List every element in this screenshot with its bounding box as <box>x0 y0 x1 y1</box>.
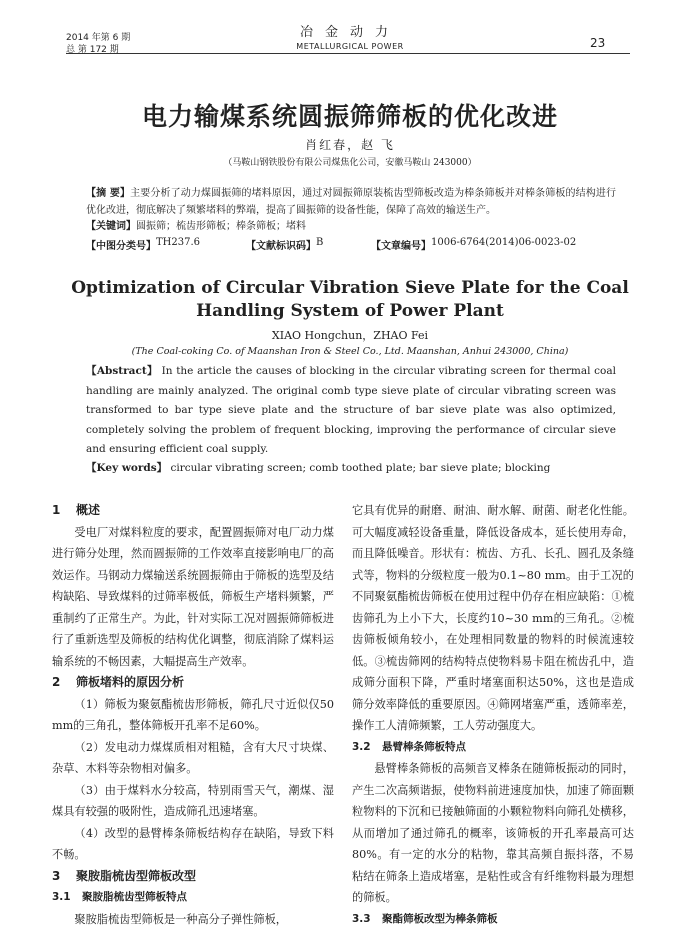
doc-code-label: 【文献标识码】 <box>246 241 316 252</box>
section-3-number: 3 <box>52 868 61 883</box>
issue-line-2: 总 第 172 期 <box>66 45 119 55</box>
section-2-number: 2 <box>52 675 61 689</box>
affiliation-en: (The Coal-coking Co. of Maanshan Iron & Steel Co., Ltd. Maanshan, Anhui 243000, China) <box>131 346 569 357</box>
section-3-1-heading <box>52 887 334 909</box>
journal-masthead <box>280 24 420 51</box>
authors-en: XIAO Hongchun，ZHAO Fei <box>271 329 429 342</box>
header-rule <box>66 53 630 54</box>
section-1-heading <box>52 500 334 522</box>
section-2-title: 筛板堵料的原因分析 <box>76 675 185 689</box>
paragraph: （2）发电动力煤煤质相对粗糙，含有大尺寸块煤、杂草、木料等杂物相对偏多。 <box>52 740 334 775</box>
keywords-cn-label: 【关键词】 <box>86 221 136 232</box>
title-en: Optimization of Circular Vibration Sieve Plate for the Coal Handling System of Power Plant <box>71 278 629 321</box>
journal-name-cn: 冶金动力 <box>299 25 400 40</box>
article-number <box>371 237 577 252</box>
body-column-left <box>52 500 334 930</box>
section-1-number: 1 <box>52 503 61 517</box>
clc-label: 【中图分类号】 <box>86 241 156 252</box>
section-3-2-title: 悬臂棒条筛板特点 <box>382 740 466 753</box>
paragraph: （1）筛板为聚氨酯梳齿形筛板，筛孔尺寸近似仅50 mm的三角孔，整体筛板开孔率不足60%。 <box>52 697 334 732</box>
keywords-en-label: 【Key words】 <box>86 462 168 474</box>
keywords-en <box>86 460 626 475</box>
article-number-value: 1006-6764(2014)06-0023-02 <box>431 237 577 248</box>
page-number: 23 <box>590 36 606 50</box>
abstract-en-body: In the article the causes of blocking in the circular vibrating screen for thermal coal handling are mainly analyzed. The original comb type sieve plate of circular vibrating screen was transformed to bar type sieve plate and the structure of bar sieve plate was also optimized, completely solving the problem of frequent blocking, improving the performance of circular sieve and ensuring efficient coal supply. <box>86 365 616 456</box>
paragraph: 聚胺脂梳齿型筛板是一种高分子弹性筛板， <box>74 912 287 926</box>
clc <box>86 237 201 252</box>
paragraph: （3）由于煤料水分较高，特别雨雪天气，潮煤、湿煤具有较强的吸附性，造成筛孔迅速堵塞。 <box>52 783 334 818</box>
section-3-3-number: 3.3 <box>352 912 371 925</box>
abstract-en-label: 【Abstract】 <box>86 365 158 377</box>
journal-name-en: METALLURGICAL POWER <box>296 42 404 51</box>
doc-code <box>246 237 324 252</box>
section-3-3-title: 聚酯筛板改型为棒条筛板 <box>382 912 498 925</box>
section-3-title: 聚胺脂梳齿型筛板改型 <box>76 868 197 883</box>
abstract-cn-text <box>86 186 616 219</box>
section-3-3-heading <box>352 909 634 931</box>
keywords-cn-body: 圆振筛；梳齿形筛板；棒条筛板；堵料 <box>136 221 306 232</box>
paragraph: 受电厂对煤料粒度的要求，配置圆振筛对电厂动力煤进行筛分处理，然而圆振筛的工作效率直接影响电厂的高效运作。马钢动力煤输送系统圆振筛由于筛板的选型及结构缺陷、导致煤料的过筛率极低，筛板生产堵料频繁，严重制约了正常生产。为此，针对实际工况对圆振筛筛板进行了重新选型及筛板的结构优化调整，彻底消除了煤料运输系统的不畅因素，大幅提高生产效率。 <box>52 525 334 668</box>
article-number-label: 【文章编号】 <box>371 241 431 252</box>
section-2-heading <box>52 672 334 694</box>
abstract-cn <box>86 186 616 236</box>
clc-value: TH237.6 <box>156 237 201 248</box>
paragraph: （4）改型的悬臂棒条筛板结构存在缺陷，导致下料不畅。 <box>52 826 334 861</box>
section-3-2-number: 3.2 <box>352 740 371 753</box>
body-column-right <box>352 500 634 930</box>
abstract-cn-label: 【摘 要】 <box>86 188 131 199</box>
paragraph: 悬臂棒条筛板的高频音叉棒条在随筛板振动的同时，产生二次高频谐振，使物料前进速度加快，加速了筛面颗粒物料的下沉和已接触筛面的小颗粒物料向筛孔处横移，从而增加了通过筛孔的概率，该筛板的开孔率最高可达80%。有一定的水分的粘物，靠其高频自振抖落，不易粘结在筛条上造成堵塞，是粘性或含有纤维物料最为理想的筛板。 <box>352 762 634 904</box>
affiliation-cn: （马鞍山钢铁股份有限公司煤焦化公司，安徽马鞍山 243000） <box>223 158 477 168</box>
doc-code-value: B <box>316 237 324 248</box>
keywords-en-body: circular vibrating screen; comb toothed plate; bar sieve plate; blocking <box>170 462 551 474</box>
abstract-cn-body: 主要分析了动力煤圆振筛的堵料原因，通过对圆振筛原装梳齿型筛板改造为棒条筛板并对棒条筛板的结构进行优化改进，彻底解决了频繁堵料的弊端，提高了圆振筛的设备性能，保障了高效的输送生产。 <box>86 188 616 216</box>
issue-line-1: 2014 年第 6 期 <box>66 33 131 43</box>
section-3-2-heading <box>352 737 634 759</box>
section-3-1-number: 3.1 <box>52 891 71 903</box>
section-3-heading <box>52 866 334 888</box>
abstract-en <box>86 362 616 460</box>
section-3-1-title: 聚胺脂梳齿型筛板特点 <box>82 891 187 903</box>
paragraph: 它具有优异的耐磨、耐油、耐水解、耐菌、耐老化性能。可大幅度减轻设备重量，降低设备成本，延长使用寿命，而且降低噪音。形状有：梳齿、方孔、长孔、圆孔及条缝式等，物料的分级粒度一般为0.1~80 mm。由于工况的不同聚氨酯梳齿筛板在使用过程中仍存在相应缺陷：①梳齿筛孔为上小下大，长度约10~30 mm的三角孔。②梳齿筛板倾角较小，在处理相同数量的物料的时候流速较低。③梳齿筛网的结构特点使物料易卡阻在梳齿孔中，造成筛分面积下降，严重时堵塞面积达50%，这也是造成筛分效率降低的重要原因。④筛网堵塞严重，透筛率差，操作工人清筛频繁，工人劳动强度大。 <box>352 504 634 732</box>
title-cn: 电力输煤系统圆振筛筛板的优化改进 <box>141 102 558 131</box>
section-1-title: 概述 <box>76 503 101 517</box>
keywords-cn <box>86 219 616 236</box>
authors-cn: 肖红春，赵 飞 <box>305 138 395 152</box>
